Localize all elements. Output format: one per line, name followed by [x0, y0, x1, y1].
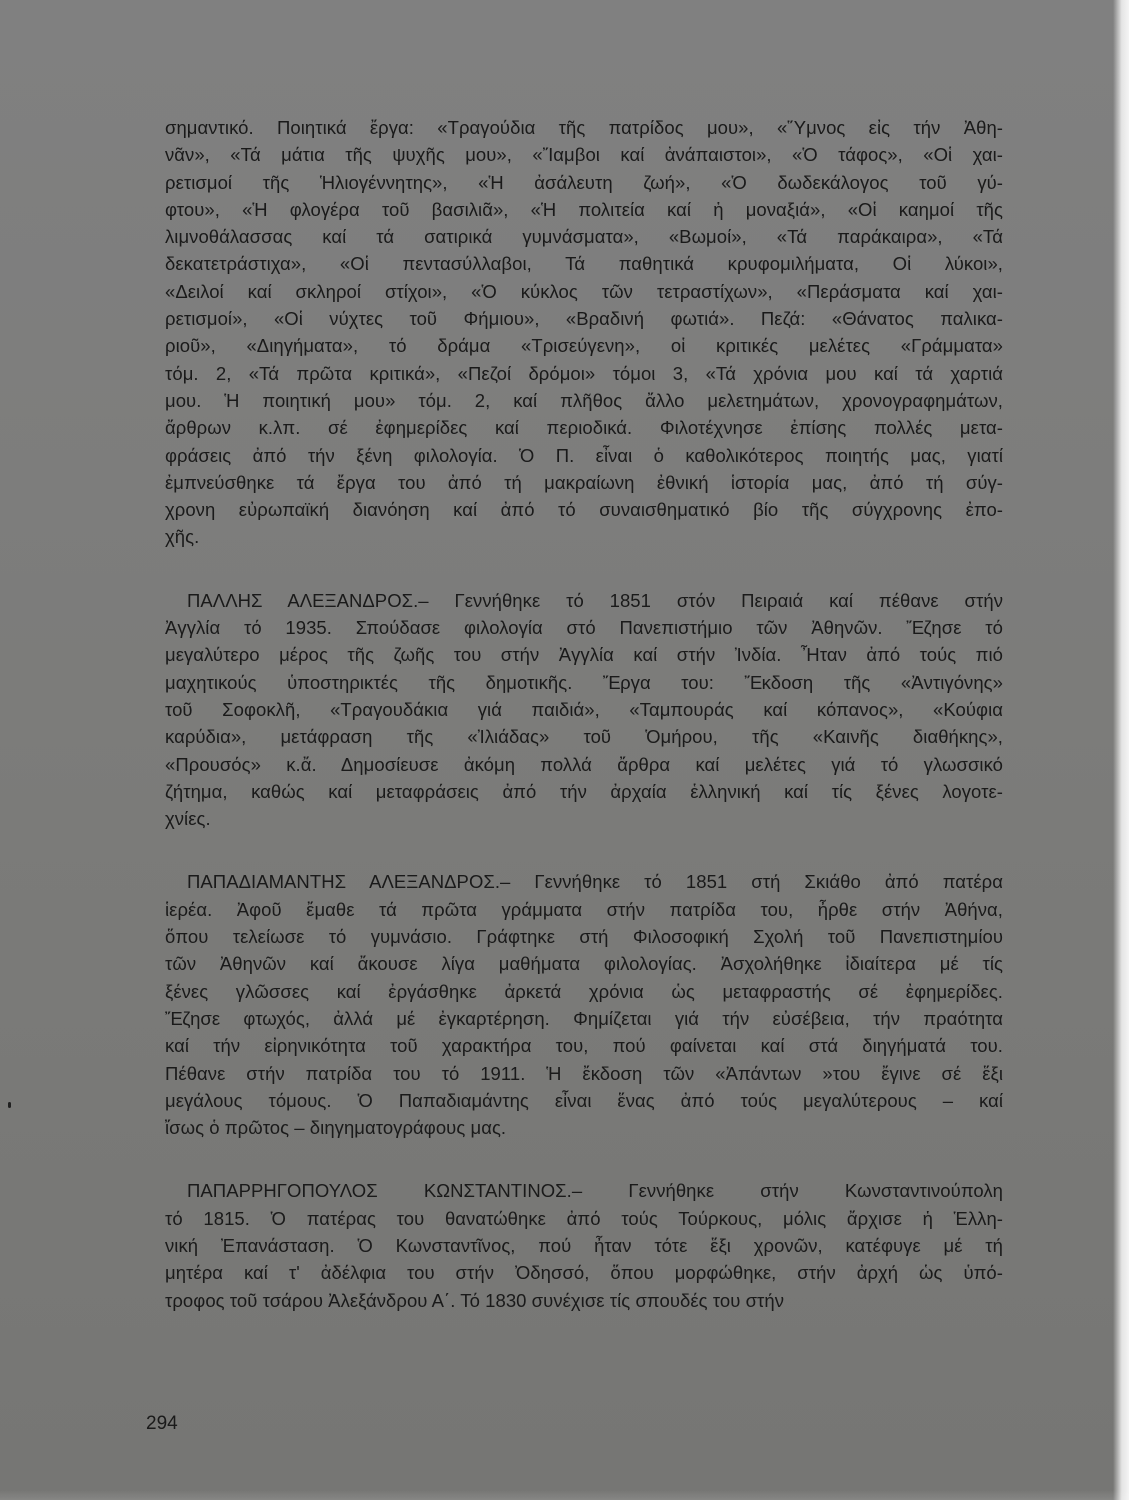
text-line: ἄρθρων κ.λπ. σέ ἐφημερίδες καί περιοδικά. Φιλοτέχνησε ἐπίσης πολλές μετα-	[165, 417, 1003, 439]
text-line: τόμ. 2, «Τά πρῶτα κριτικά», «Πεζοί δρόμοι» τόμοι 3, «Τά χρόνια μου καί τά χαρτιά	[165, 362, 1003, 384]
text-line: καρύδια», μετάφραση τῆς «Ἰλιάδας» τοῦ Ὁμήρου, τῆς «Καινῆς διαθήκης»,	[165, 726, 1003, 748]
text-line: μεγαλύτερο μέρος τῆς ζωῆς του στήν Ἀγγλία καί στήν Ἰνδία. Ἦταν ἀπό τούς πιό	[165, 644, 1003, 666]
text-line: ἴσως ὁ πρῶτος – διηγηματογράφους μας.	[165, 1117, 507, 1139]
text-line: λιμνοθάλασσας καί τά σατιρικά γυμνάσματα», «Βωμοί», «Τά παράκαιρα», «Τά	[165, 226, 1003, 248]
page-edge-highlight	[1113, 0, 1129, 1500]
text-line: ΠΑΠΑΡΡΗΓΟΠΟΥΛΟΣ ΚΩΝΣΤΑΝΤΙΝΟΣ.– Γεννήθηκε στήν Κωνσταντινούπολη	[187, 1180, 1003, 1202]
text-line: σημαντικό. Ποιητικά ἔργα: «Τραγούδια τῆς πατρίδος μου», «Ὕμνος εἰς τήν Ἀθη-	[165, 117, 1003, 138]
text-line: τροφος τοῦ τσάρου Ἀλεξάνδρου Α΄. Τό 1830 συνέχισε τίς σπουδές του στήν	[165, 1289, 785, 1311]
scan-speck	[8, 1102, 11, 1108]
text-line: Πέθανε στήν πατρίδα του τό 1911. Ἡ ἔκδοση τῶν «Ἀπάντων »του ἔγινε σέ ἕξι	[165, 1062, 1003, 1084]
biography-entry	[165, 587, 1003, 833]
page-number: 294	[146, 1413, 178, 1434]
text-line: τό 1815. Ὁ πατέρας του θανατώθηκε ἀπό τούς Τούρκους, μόλις ἄρχισε ἡ Ἑλλη-	[165, 1207, 1003, 1229]
text-line: ρετισμοί», «Οἱ νύχτες τοῦ Φήμιου», «Βραδινή φωτιά». Πεζά: «Θάνατος παλικα-	[165, 308, 1003, 330]
text-line: καί τήν εἰρηνικότητα τοῦ χαρακτήρα του, πού φαίνεται καί στά διηγήματά του.	[165, 1035, 1003, 1057]
text-line: μεγάλους τόμους. Ὁ Παπαδιαμάντης εἶναι ἕνας ἀπό τούς μεγαλύτερους – καί	[165, 1089, 1003, 1111]
main-text-column	[165, 114, 1003, 1350]
text-line: τοῦ Σοφοκλῆ, «Τραγουδάκια γιά παιδιά», «Ταμπουράς καί κόπανος», «Κούφια	[165, 698, 1003, 720]
text-line: φτου», «Ἡ φλογέρα τοῦ βασιλιᾶ», «Ἡ πολιτεία καί ἡ μοναξιά», «Οἱ καημοί τῆς	[165, 198, 1003, 220]
page-bottom-shade	[0, 1490, 1129, 1500]
text-line: Ἔζησε φτωχός, ἀλλά μέ ἐγκαρτέρηση. Φημίζεται γιά τήν εὐσέβεια, τήν πραότητα	[165, 1007, 1003, 1029]
text-line: φράσεις ἀπό τήν ξένη φιλολογία. Ὁ Π. εἶναι ὁ καθολικότερος ποιητής μας, γιατί	[165, 444, 1003, 466]
text-line: νική Ἐπανάσταση. Ὁ Κωνσταντῖνος, πού ἦταν τότε ἕξι χρονῶν, κατέφυγε μέ τή	[165, 1234, 1003, 1256]
text-line: ὅπου τελείωσε τό γυμνάσιο. Γράφτηκε στή Φιλοσοφική Σχολή τοῦ Πανεπιστημίου	[165, 926, 1003, 948]
text-line: «Δειλοί καί σκληροί στίχοι», «Ὁ κύκλος τῶν τετραστίχων», «Περάσματα καί χαι-	[165, 280, 1003, 302]
text-line: ξένες γλῶσσες καί ἐργάσθηκε ἀρκετά χρόνια ὡς μεταφραστής σέ ἐφημερίδες.	[165, 980, 1003, 1002]
text-line: νᾶν», «Τά μάτια τῆς ψυχῆς μου», «Ἴαμβοι καί ἀνάπαιστοι», «Ὁ τάφος», «Οἱ χαι-	[165, 144, 1003, 166]
text-line: χρονη εὐρωπαϊκή διανόηση καί ἀπό τό συναισθηματικό βίο τῆς σύγχρονης ἐπο-	[165, 499, 1003, 521]
text-line: ΠΑΛΛΗΣ ΑΛΕΞΑΝΔΡΟΣ.– Γεννήθηκε τό 1851 στόν Πειραιά καί πέθανε στήν	[187, 589, 1003, 611]
text-line: ριοῦ», «Διηγήματα», τό δράμα «Τρισεύγενη», οἱ κριτικές μελέτες «Γράμματα»	[165, 335, 1003, 357]
text-line: ἱερέα. Ἀφοῦ ἔμαθε τά πρῶτα γράμματα στήν πατρίδα του, ἦρθε στήν Ἀθήνα,	[165, 898, 1003, 920]
text-line: μου. Ἡ ποιητική μου» τόμ. 2, καί πλῆθος ἄλλο μελετημάτων, χρονογραφημάτων,	[165, 389, 1003, 411]
text-line: χῆς.	[165, 526, 200, 548]
text-line: χνίες.	[165, 808, 211, 830]
text-line: Ἀγγλία τό 1935. Σπούδασε φιλολογία στό Πανεπιστήμιο τῶν Ἀθηνῶν. Ἔζησε τό	[165, 617, 1003, 639]
text-line: δεκατετράστιχα», «Οἱ πεντασύλλαβοι, Τά παθητικά κρυφομιλήματα, Οἱ λύκοι»,	[165, 253, 1003, 275]
text-line: ρετισμοί τῆς Ἡλιογέννητης», «Ἡ ἀσάλευτη ζωή», «Ὁ δωδεκάλογος τοῦ γύ-	[165, 171, 1003, 193]
text-line: τῶν Ἀθηνῶν καί ἄκουσε λίγα μαθήματα φιλολογίας. Ἀσχολήθηκε ἰδιαίτερα μέ τίς	[165, 953, 1003, 975]
text-line: ΠΑΠΑΔΙΑΜΑΝΤΗΣ ΑΛΕΞΑΝΔΡΟΣ.– Γεννήθηκε τό 1851 στή Σκιάθο ἀπό πατέρα	[187, 871, 1003, 893]
text-line: μαχητικούς ὑποστηρικτές τῆς δημοτικῆς. Ἔργα του: Ἔκδοση τῆς «Ἀντιγόνης»	[165, 671, 1003, 693]
continued-entry	[165, 114, 1003, 551]
text-line: «Προυσός» κ.ἄ. Δημοσίευσε ἀκόμη πολλά ἄρθρα καί μελέτες γιά τό γλωσσικό	[165, 753, 1003, 775]
text-line: ζήτημα, καθώς καί μεταφράσεις ἀπό τήν ἀρχαία ἑλληνική καί τίς ξένες λογοτε-	[165, 780, 1003, 802]
biography-entry	[165, 1177, 1003, 1313]
biography-entry	[165, 868, 1003, 1141]
text-line: ἐμπνεύσθηκε τά ἔργα του ἀπό τή μακραίωνη ἐθνική ἱστορία μας, ἀπό τή σύγ-	[165, 471, 1003, 493]
text-line: μητέρα καί τ' ἀδέλφια του στήν Ὀδησσό, ὅπου μορφώθηκε, στήν ἀρχή ὡς ὑπό-	[165, 1262, 1003, 1284]
